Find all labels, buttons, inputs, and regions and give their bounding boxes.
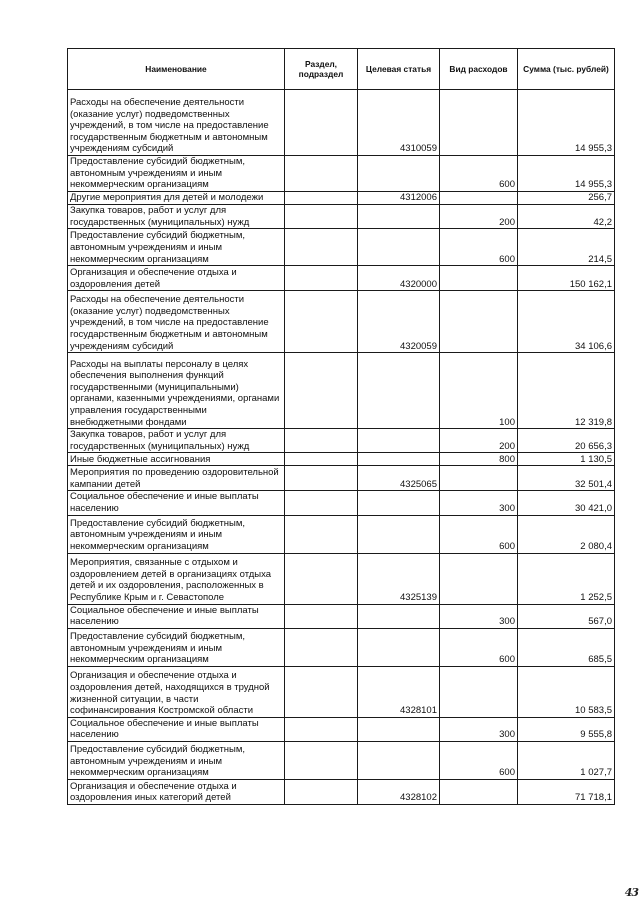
row-name-cell: Предоставление субсидий бюджетным, автономным учреждениям и иным некоммерческим организациям — [68, 229, 285, 266]
row-target-cell — [358, 205, 440, 229]
table-row — [68, 779, 615, 804]
row-sum-cell: 30 421,0 — [518, 491, 615, 515]
table-row — [68, 266, 615, 291]
row-name-cell: Другие мероприятия для детей и молодежи — [68, 192, 285, 205]
header-section: Раздел, подраздел — [285, 49, 358, 90]
row-sum-cell: 34 106,6 — [518, 291, 615, 353]
row-type-cell — [440, 192, 518, 205]
row-type-cell: 200 — [440, 205, 518, 229]
row-target-cell: 4325065 — [358, 466, 440, 491]
row-name-cell: Расходы на обеспечение деятельности (оказание услуг) подведомственных учреждений, в том числе на предоставление государственным бюджетным и автономным учреждениям субсидий — [68, 90, 285, 156]
row-target-cell — [358, 741, 440, 779]
row-sum-cell: 1 130,5 — [518, 453, 615, 466]
table-row — [68, 205, 615, 229]
row-type-cell — [440, 291, 518, 353]
row-section-cell — [285, 90, 358, 156]
header-name: Наименование — [68, 49, 285, 90]
row-name-cell: Организация и обеспечение отдыха и оздоровления детей, находящихся в трудной жизненной ситуации, в части софинансирования Костромской области — [68, 666, 285, 717]
row-section-cell — [285, 491, 358, 515]
table-row — [68, 429, 615, 453]
row-section-cell — [285, 453, 358, 466]
row-name-cell: Мероприятия по проведению оздоровительной кампании детей — [68, 466, 285, 491]
row-type-cell — [440, 466, 518, 491]
row-type-cell: 800 — [440, 453, 518, 466]
row-type-cell: 300 — [440, 717, 518, 741]
row-name-cell: Социальное обеспечение и иные выплаты населению — [68, 491, 285, 515]
row-name-cell: Организация и обеспечение отдыха и оздоровления иных категорий детей — [68, 779, 285, 804]
table-row — [68, 491, 615, 515]
row-section-cell — [285, 205, 358, 229]
row-section-cell — [285, 553, 358, 604]
row-target-cell: 4320059 — [358, 291, 440, 353]
row-sum-cell: 10 583,5 — [518, 666, 615, 717]
row-sum-cell: 214,5 — [518, 229, 615, 266]
row-section-cell — [285, 741, 358, 779]
row-sum-cell: 14 955,3 — [518, 156, 615, 192]
table-row — [68, 466, 615, 491]
row-sum-cell: 1 027,7 — [518, 741, 615, 779]
row-type-cell: 600 — [440, 515, 518, 553]
table-body — [68, 90, 615, 805]
row-name-cell: Закупка товаров, работ и услуг для государственных (муниципальных) нужд — [68, 205, 285, 229]
row-type-cell — [440, 553, 518, 604]
row-sum-cell: 12 319,8 — [518, 353, 615, 429]
row-sum-cell: 20 656,3 — [518, 429, 615, 453]
row-name-cell: Расходы на обеспечение деятельности (оказание услуг) подведомственных учреждений, в том числе на предоставление государственным бюджетным и автономным учреждениям субсидий — [68, 291, 285, 353]
table-row — [68, 291, 615, 353]
row-target-cell: 4312006 — [358, 192, 440, 205]
table-row — [68, 192, 615, 205]
table-row — [68, 553, 615, 604]
row-target-cell — [358, 491, 440, 515]
row-target-cell: 4328102 — [358, 779, 440, 804]
row-sum-cell: 14 955,3 — [518, 90, 615, 156]
row-target-cell: 4320000 — [358, 266, 440, 291]
table-row — [68, 717, 615, 741]
row-type-cell: 600 — [440, 156, 518, 192]
table-row — [68, 604, 615, 628]
row-type-cell: 600 — [440, 628, 518, 666]
row-section-cell — [285, 266, 358, 291]
row-section-cell — [285, 229, 358, 266]
row-section-cell — [285, 628, 358, 666]
row-target-cell: 4310059 — [358, 90, 440, 156]
row-section-cell — [285, 466, 358, 491]
row-sum-cell: 150 162,1 — [518, 266, 615, 291]
row-sum-cell: 685,5 — [518, 628, 615, 666]
row-section-cell — [285, 353, 358, 429]
table-row — [68, 515, 615, 553]
row-section-cell — [285, 156, 358, 192]
row-section-cell — [285, 291, 358, 353]
table-row — [68, 353, 615, 429]
row-section-cell — [285, 717, 358, 741]
budget-table — [67, 48, 615, 805]
row-target-cell — [358, 429, 440, 453]
row-sum-cell: 9 555,8 — [518, 717, 615, 741]
row-section-cell — [285, 515, 358, 553]
row-name-cell: Предоставление субсидий бюджетным, автономным учреждениям и иным некоммерческим организациям — [68, 156, 285, 192]
row-section-cell — [285, 192, 358, 205]
header-sum: Сумма (тыс. рублей) — [518, 49, 615, 90]
table-row — [68, 666, 615, 717]
row-type-cell: 600 — [440, 741, 518, 779]
row-name-cell: Организация и обеспечение отдыха и оздоровления детей — [68, 266, 285, 291]
row-type-cell — [440, 90, 518, 156]
page-number-mark: 43 — [624, 886, 638, 899]
row-name-cell: Предоставление субсидий бюджетным, автономным учреждениям и иным некоммерческим организациям — [68, 515, 285, 553]
row-name-cell: Закупка товаров, работ и услуг для государственных (муниципальных) нужд — [68, 429, 285, 453]
row-name-cell: Предоставление субсидий бюджетным, автономным учреждениям и иным некоммерческим организациям — [68, 741, 285, 779]
row-sum-cell: 71 718,1 — [518, 779, 615, 804]
row-target-cell — [358, 515, 440, 553]
row-section-cell — [285, 666, 358, 717]
row-type-cell — [440, 266, 518, 291]
row-type-cell — [440, 779, 518, 804]
table-row — [68, 741, 615, 779]
row-type-cell: 600 — [440, 229, 518, 266]
row-target-cell: 4328101 — [358, 666, 440, 717]
row-sum-cell: 32 501,4 — [518, 466, 615, 491]
row-target-cell — [358, 229, 440, 266]
row-type-cell — [440, 666, 518, 717]
row-sum-cell: 1 252,5 — [518, 553, 615, 604]
header-target: Целевая статья — [358, 49, 440, 90]
row-target-cell — [358, 156, 440, 192]
row-section-cell — [285, 779, 358, 804]
row-type-cell: 100 — [440, 353, 518, 429]
row-name-cell: Социальное обеспечение и иные выплаты населению — [68, 717, 285, 741]
row-sum-cell: 42,2 — [518, 205, 615, 229]
row-target-cell — [358, 353, 440, 429]
row-sum-cell: 256,7 — [518, 192, 615, 205]
row-section-cell — [285, 429, 358, 453]
row-target-cell — [358, 717, 440, 741]
row-name-cell: Расходы на выплаты персоналу в целях обеспечения выполнения функций государственными (муниципальными) органами, казенными учреждениями, органами управления государственными внебюджетными фондами — [68, 353, 285, 429]
table-row — [68, 628, 615, 666]
row-target-cell — [358, 628, 440, 666]
row-target-cell — [358, 453, 440, 466]
row-name-cell: Предоставление субсидий бюджетным, автономным учреждениям и иным некоммерческим организациям — [68, 628, 285, 666]
table-header-row — [68, 49, 615, 90]
row-type-cell: 200 — [440, 429, 518, 453]
row-target-cell — [358, 604, 440, 628]
row-name-cell: Социальное обеспечение и иные выплаты населению — [68, 604, 285, 628]
row-name-cell: Мероприятия, связанные с отдыхом и оздоровлением детей в организациях отдыха детей и их оздоровления, расположенных в Республике Крым и г. Севастополе — [68, 553, 285, 604]
row-section-cell — [285, 604, 358, 628]
row-type-cell: 300 — [440, 491, 518, 515]
table-row — [68, 90, 615, 156]
row-type-cell: 300 — [440, 604, 518, 628]
row-target-cell: 4325139 — [358, 553, 440, 604]
row-sum-cell: 567,0 — [518, 604, 615, 628]
row-name-cell: Иные бюджетные ассигнования — [68, 453, 285, 466]
header-type: Вид расходов — [440, 49, 518, 90]
table-row — [68, 229, 615, 266]
row-sum-cell: 2 080,4 — [518, 515, 615, 553]
table-row — [68, 453, 615, 466]
table-row — [68, 156, 615, 192]
